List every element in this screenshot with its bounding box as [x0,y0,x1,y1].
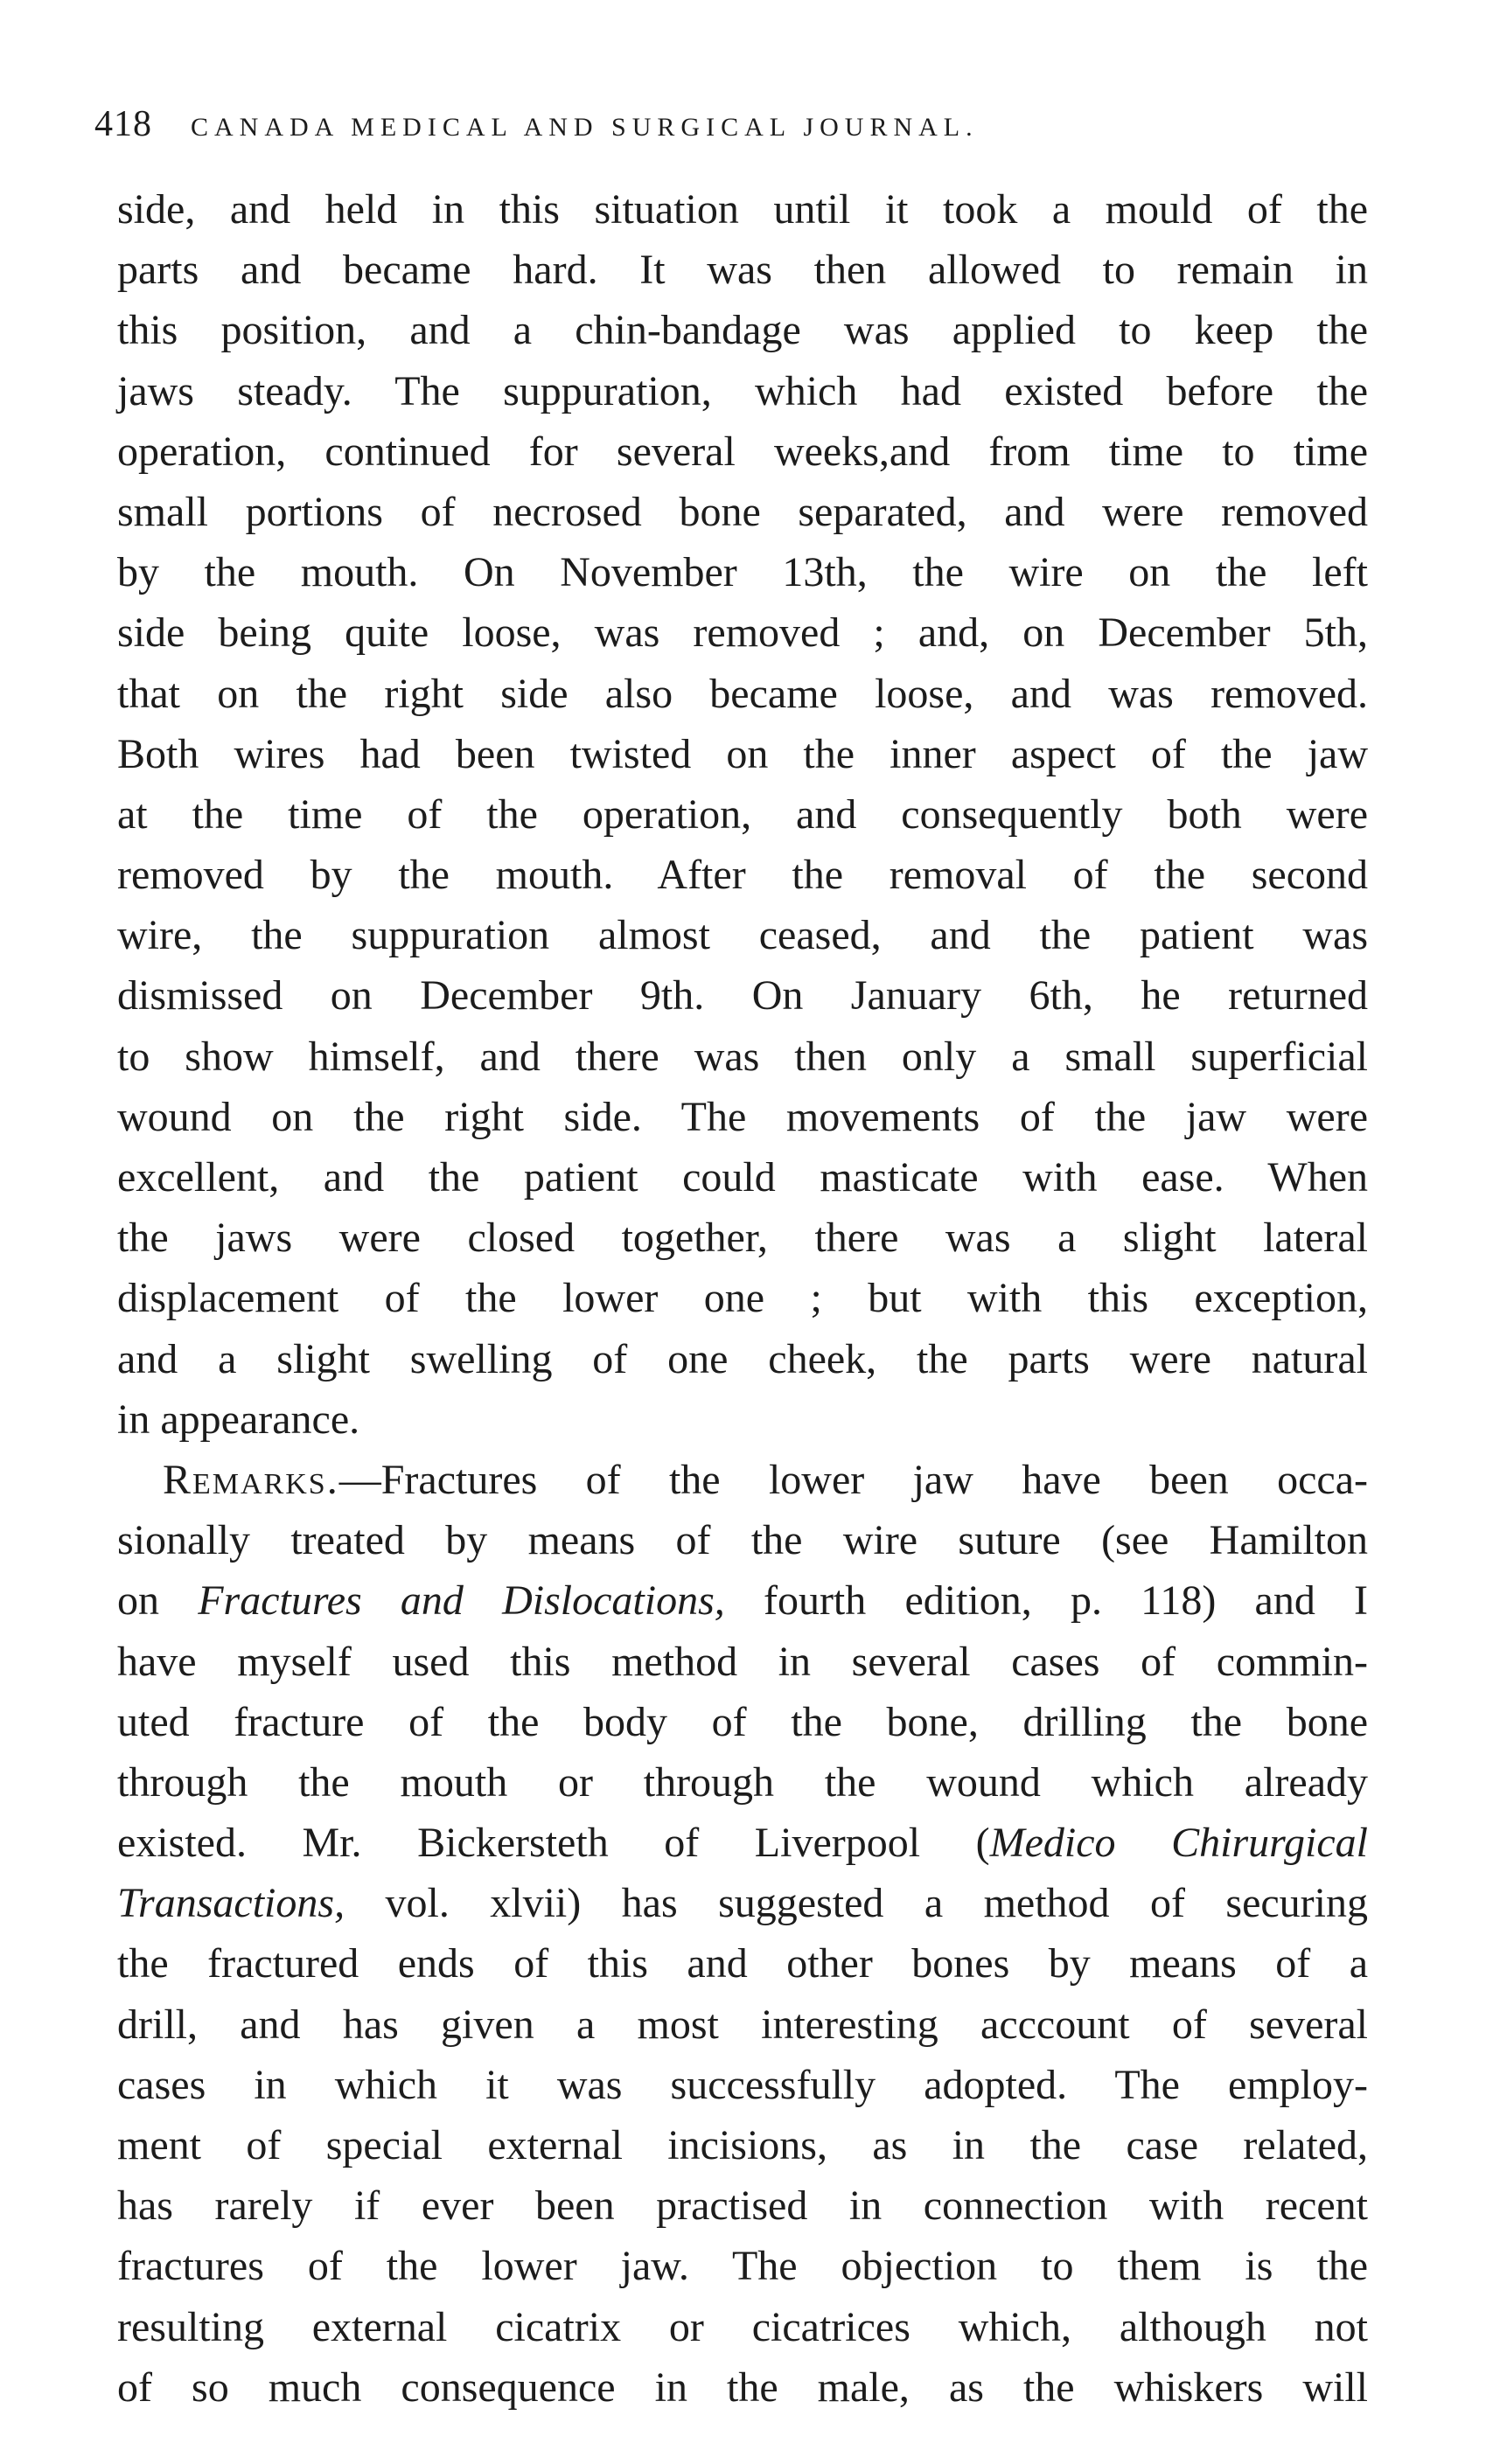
text-line: ment of special external incisions, as in the case related, [117,2122,1368,2168]
book-title: Fractures and Dislocations, [198,1577,725,1625]
remarks-line-text: —Fractures of the lower jaw have been occa- [338,1456,1368,1503]
body-text [117,179,1368,2418]
line-segment: existed. Mr. Bickersteth of Liverpool ( [117,1820,990,1867]
text-line: at the time of the operation, and consequently both were [117,790,1368,838]
text-line: removed by the mouth. After the removal of the second [117,852,1368,899]
text-line: small portions of necrosed bone separated, and were removed [117,488,1368,535]
running-head [94,103,1371,156]
line-segment: fourth edition, p. 118) and I [724,1577,1368,1625]
text-line: have myself used this method in several cases of commin- [117,1638,1368,1685]
journal-citation: Transactions, [117,1880,345,1927]
text-line: drill, and has given a most interesting acccount of several [117,2001,1368,2048]
text-line: jaws steady. The suppuration, which had existed before the [117,367,1368,414]
citation-line [117,1813,1368,1873]
text-line: that on the right side also became loose, and was removed. [117,670,1368,717]
text-line: wound on the right side. The movements of the jaw were [117,1093,1368,1140]
text-line: dismissed on December 9th. On January 6th, he returned [117,972,1368,1020]
text-line: by the mouth. On November 13th, the wire on the left [117,549,1368,596]
text-line: Both wires had been twisted on the inner aspect of the jaw [117,730,1368,777]
remarks-heading: Remarks. [163,1456,339,1503]
text-line: side, and held in this situation until it took a mould of the [117,186,1368,233]
text-line: operation, continued for several weeks,and from time to time [117,428,1368,475]
text-line: to show himself, and there was then only a small superficial [117,1033,1368,1080]
citation-line [117,1873,1368,1933]
page-number: 418 [94,104,152,144]
text-line: of so much consequence in the male, as the whiskers will [117,2363,1368,2411]
text-line: through the mouth or through the wound which already [117,1758,1368,1806]
text-line: in appearance. [117,1396,360,1443]
text-line: wire, the suppuration almost ceased, and the patient was [117,912,1368,959]
text-line: side being quite loose, was removed ; and, on December 5th, [117,609,1368,657]
text-line: the fractured ends of this and other bones by means of a [117,1940,1368,1987]
text-line: the jaws were closed together, there was a slight lateral [117,1215,1368,1262]
text-line: cases in which it was successfully adopted. The employ- [117,2061,1368,2108]
text-line: this position, and a chin-bandage was applied to keep the [117,307,1368,354]
line-segment: vol. xlvii) has suggested a method of securing [345,1880,1368,1927]
text-line: sionally treated by means of the wire suture (see Hamilton [117,1517,1368,1564]
text-line: resulting external cicatrix or cicatrices which, although not [117,2303,1368,2350]
journal-citation: Medico Chirurgical [989,1820,1368,1867]
text-line: has rarely if ever been practised in connection with recent [117,2182,1368,2230]
text-line: fractures of the lower jaw. The objection to them is the [117,2243,1368,2290]
line-segment: on [117,1577,199,1625]
text-line: excellent, and the patient could masticate with ease. When [117,1154,1368,1201]
text-line: uted fracture of the body of the bone, drilling the bone [117,1698,1368,1745]
journal-title: CANADA MEDICAL AND SURGICAL JOURNAL. [191,113,979,142]
text-line: and a slight swelling of one cheek, the parts were natural [117,1335,1368,1382]
citation-line [117,1570,1368,1631]
remarks-first-line [117,1450,1368,1510]
text-line: parts and became hard. It was then allowed to remain in [117,247,1368,294]
text-line: displacement of the lower one ; but with this exception, [117,1275,1368,1322]
